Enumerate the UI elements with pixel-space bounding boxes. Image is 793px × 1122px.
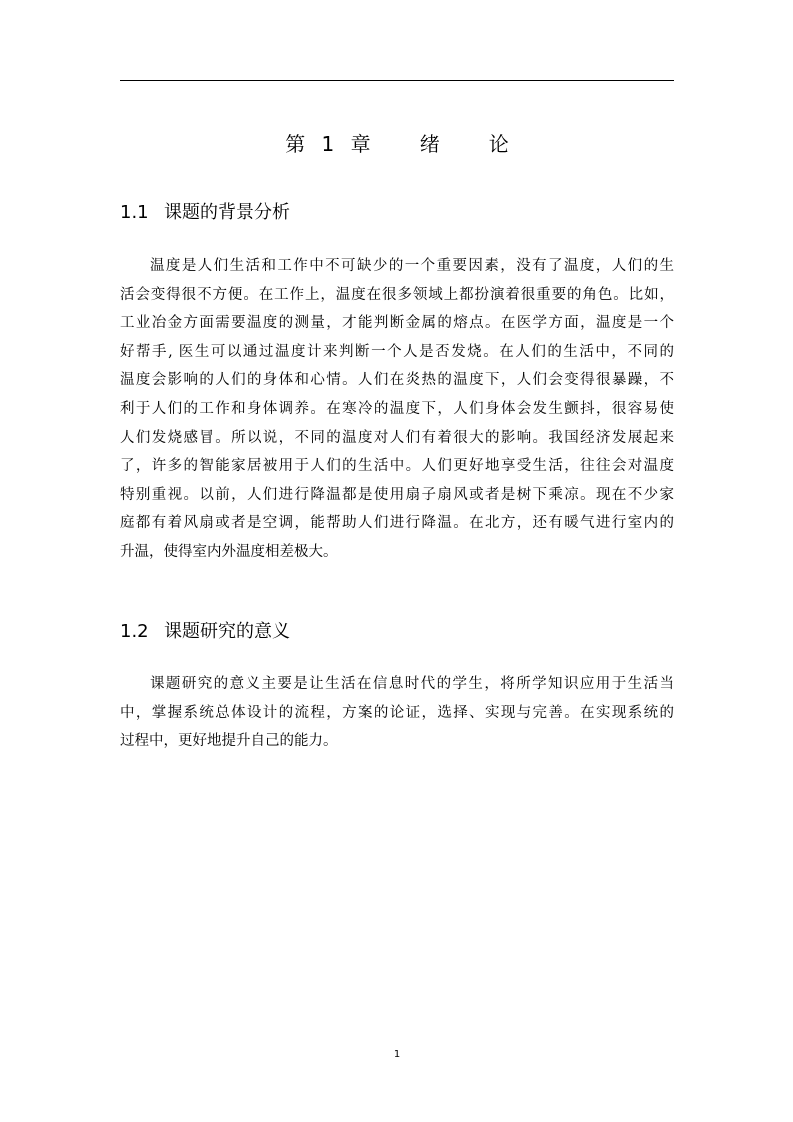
paragraph-line: 利于人们的工作和身体调养。在寒冷的温度下，人们身体会发生颤抖，很容易使 bbox=[120, 400, 674, 417]
paragraph-line: 中，掌握系统总体设计的流程，方案的论证，选择、实现与完善。在实现系统的 bbox=[120, 704, 674, 721]
paragraph-line: 工业冶金方面需要温度的测量，才能判断金属的熔点。在医学方面，温度是一个 bbox=[120, 315, 674, 332]
paragraph-line: 课题研究的意义主要是让生活在信息时代的学生，将所学知识应用于生活当 bbox=[150, 676, 674, 692]
section-title: 课题研究的意义 bbox=[164, 621, 290, 642]
paragraph-line: 特别重视。以前，人们进行降温都是使用扇子扇风或者是树下乘凉。现在不少家 bbox=[120, 486, 674, 503]
paragraph-line: 人们发烧感冒。所以说，不同的温度对人们有着很大的影响。我国经济发展起来 bbox=[120, 429, 674, 446]
paragraph-line: 温度是人们生活和工作中不可缺少的一个重要因素，没有了温度，人们的生 bbox=[150, 258, 674, 274]
header-rule bbox=[120, 80, 674, 81]
paragraph-line: 了，许多的智能家居被用于人们的生活中。人们更好地享受生活，往往会对温度 bbox=[120, 458, 674, 475]
section-number: 1.2 bbox=[120, 621, 149, 642]
section-number: 1.1 bbox=[120, 202, 149, 223]
paragraph-background bbox=[120, 252, 674, 567]
paragraph-line: 升温，使得室内外温度相差极大。 bbox=[120, 543, 338, 560]
paragraph-line: 好帮手, 医生可以通过温度计来判断一个人是否发烧。在人们的生活中，不同的 bbox=[120, 343, 674, 360]
section-heading-1-2 bbox=[120, 619, 290, 645]
chapter-title: 第 1 章 绪 论 bbox=[285, 132, 509, 156]
paragraph-line: 活会变得很不方便。在工作上，温度在很多领域上都扮演着很重要的角色。比如， bbox=[120, 286, 674, 303]
paragraph-line: 过程中，更好地提升自己的能力。 bbox=[120, 733, 338, 750]
paragraph-significance bbox=[120, 670, 674, 756]
paragraph-line: 温度会影响的人们的身体和心情。人们在炎热的温度下，人们会变得很暴躁，不 bbox=[120, 372, 674, 389]
section-heading-1-1 bbox=[120, 200, 290, 226]
section-title: 课题的背景分析 bbox=[164, 202, 290, 223]
paragraph-line: 庭都有着风扇或者是空调，能帮助人们进行降温。在北方，还有暖气进行室内的 bbox=[120, 515, 674, 532]
page-number: 1 bbox=[393, 1049, 401, 1060]
